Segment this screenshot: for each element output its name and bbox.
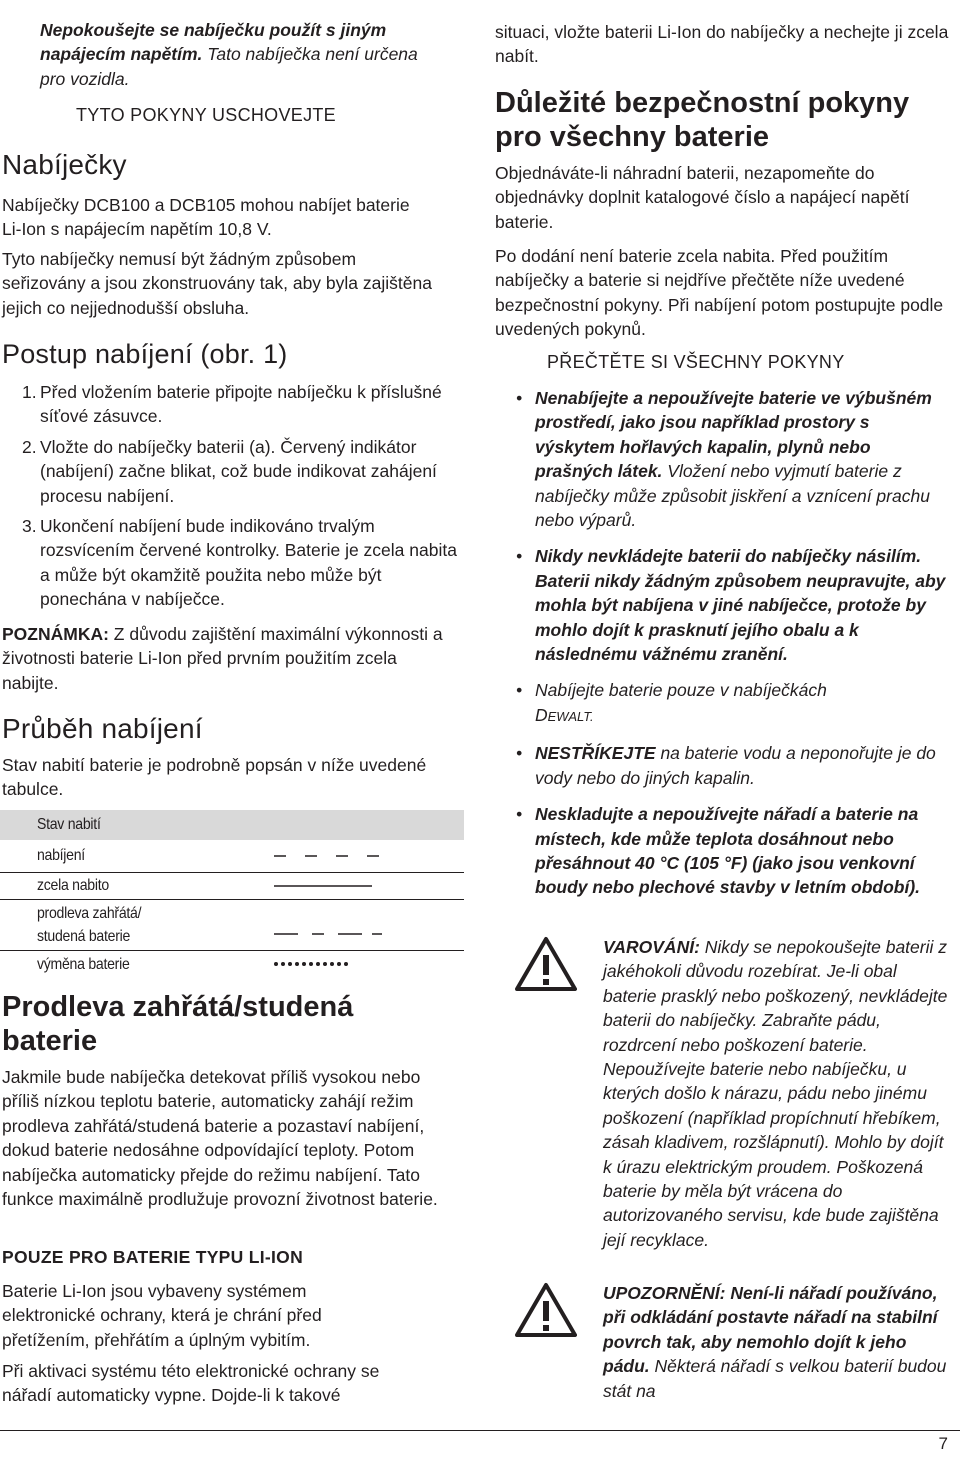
warning-label: VAROVÁNÍ: [603, 937, 700, 957]
chargers-paragraph-1: Nabíječky DCB100 a DCB105 mohou nabíjet baterie Li-Ion s napájecím napětím 10,8 V. [2, 195, 410, 240]
chargers-heading: Nabíječky [2, 149, 127, 180]
liion-paragraph-1: Baterie Li-Ion jsou vybaveny systémem elektronické ochrany, která je chrání před přetížením, přehřátím a úplným vybitím. [2, 1281, 322, 1350]
bullet-text: Vložení nebo vyjmutí baterie z nabíječky může způsobit jiskření a vznícení prachu nebo výparů. [535, 461, 930, 531]
charge-status-table [0, 810, 464, 977]
safety-bullet-list [495, 386, 950, 900]
step-number: 2. [22, 436, 37, 457]
warning-text: Nikdy se nepokoušejte baterii z jakéhokoli důvodu rozebírat. Je-li obal baterie prasklý nebo poškozený, nevkládejte baterii do nabíječky. Zabraňte pádu, rozdrcení nebo poškození baterie. Nepoužívejte baterie nebo nabíječku, u kterých došlo k nárazu, pádu nebo jinému poškození (například propíchnutí hřebíkem, zásah kladivem, rozšlápnutí). Mohlo by dojít k úrazu elektrickým proudem. Poškozená baterie by měla být vrácena do autorizovaného servisu, kde bude zajištěna její recyklace. [603, 937, 948, 1250]
row-label: zcela nabito [36, 877, 109, 894]
bullet-text: na baterie vodu a neponořujte je do vody nebo do jiných kapalin. [535, 743, 936, 788]
safety-heading: Důležité bezpečnostní pokyny pro všechny baterie [495, 87, 910, 153]
table-row [0, 951, 464, 977]
bullet-bold-text: Nikdy nevkládejte baterii do nabíječky násilím. Baterii nikdy žádným způsobem neupravujte, aby mohla být nabíjena v jiné nabíječce, protože by mohlo dojít k prasknutí jejího obalu a k následnému vážnému zranění. [535, 546, 946, 665]
liion-heading: POUZE PRO BATERIE TYPU LI-ION [2, 1247, 304, 1267]
liion-paragraph-2: Při aktivaci systému této elektronické ochrany se nářadí automaticky vypne. Dojde-li k takové [2, 1361, 380, 1406]
bullet-bold-text: NESTŘÍKEJTE [535, 743, 656, 764]
list-item [495, 802, 950, 900]
caution-paragraph [603, 1281, 955, 1403]
hot-cold-delay-heading: Prodleva zahřátá/studená baterie [2, 991, 354, 1057]
row-label: výměna baterie [36, 956, 130, 973]
step-item [0, 514, 460, 612]
hot-cold-delay-indicator-pattern [270, 926, 390, 942]
intro-paragraph [40, 18, 440, 91]
list-item [495, 678, 950, 729]
row-label: nabíjení [36, 847, 85, 864]
progress-paragraph: Stav nabití baterie je podrobně popsán v níže uvedené tabulce. [2, 755, 427, 800]
full-indicator-pattern [270, 878, 390, 894]
hot-cold-delay-paragraph: Jakmile bude nabíječka detekovat příliš vysokou nebo příliš nízkou teplotu baterie, automaticky zahájí režim prodleva zahřátá/studená baterie a pozastaví nabíjení, dokud baterie nedosáhne odpovídající teploty. Potom nabíječka automaticky přejde do režimu nabíjení. Tato funkce maximálně prodlužuje provozní životnost baterie. [2, 1067, 438, 1210]
step-text: Před vložením baterie připojte nabíječku k příslušné síťové zásuvce. [40, 382, 442, 427]
step-item [0, 435, 460, 508]
procedure-steps [0, 380, 460, 612]
bullet-icon: • [516, 546, 523, 567]
row-label-line-1: prodleva zahřátá/ [36, 905, 142, 922]
list-item [495, 741, 950, 790]
footer-rule [0, 1430, 960, 1431]
intro-bold: Nepokoušejte se nabíječku použít s jiným napájecím napětím. [40, 20, 387, 65]
chargers-paragraph-2: Tyto nabíječky nemusí být žádným způsobem seřizovány a jsou zkonstruovány tak, aby byla zajištěna jejich co nejjednodušší obsluha. [2, 249, 432, 318]
progress-heading: Průběh nabíjení [2, 713, 203, 744]
replace-battery-indicator-pattern [272, 957, 352, 971]
note-paragraph [2, 622, 457, 695]
step-text: Ukončení nabíjení bude indikováno trvalým rozsvícením červené kontrolky. Baterie je zcela nabita a může být okamžitě použita nebo může být ponechána v nabíječce. [40, 516, 457, 610]
list-item [495, 544, 950, 666]
safety-paragraph-2: Po dodání není baterie zcela nabita. Před použitím nabíječky a baterie si nejdříve přečtěte níže uvedené bezpečnostní pokyny. Při nabíjení potom postupujte podle uvedených pokynů. [495, 246, 944, 340]
read-all-heading: PŘEČTĚTE SI VŠECHNY POKYNY [547, 352, 845, 372]
list-item [495, 386, 950, 532]
brand-rest: EWALT. [547, 708, 594, 724]
step-number: 3. [22, 516, 37, 537]
safety-paragraph-1: Objednáváte-li náhradní baterii, nezapomeňte do objednávky doplnit katalogové číslo a napájecí napětí baterie. [495, 163, 910, 232]
intro-rest: Tato nabíječka není určena pro vozidla. [40, 44, 418, 89]
note-text: Z důvodu zajištění maximální výkonnosti a životnosti baterie Li-Ion před prvním použitím zcela nabijte. [2, 624, 443, 693]
caution-icon [515, 1282, 577, 1338]
step-item [0, 380, 460, 429]
step-text: Vložte do nabíječky baterii (a). Červený indikátor (nabíjení) začne blikat, což bude indikovat zahájení procesu nabíjení. [40, 436, 437, 506]
keep-instructions-heading: TYTO POKYNY USCHOVEJTE [76, 105, 336, 125]
caution-bold: UPOZORNĚNÍ: Není-li nářadí používáno, při odkládání postavte nářadí na stabilní povrch tak, aby nemohlo dojít k jeho pádu. [603, 1283, 938, 1377]
row-label-line-2: studená baterie [36, 928, 131, 945]
bullet-bold-text: Nenabíjejte a nepoužívejte baterie ve výbušném prostředí, jako jsou například prostory s výskytem hořlavých kapalin, plynů nebo prašných látek. [535, 388, 932, 482]
bullet-icon: • [516, 743, 523, 764]
warning-icon [515, 936, 577, 992]
note-label: POZNÁMKA: [2, 624, 109, 644]
continued-paragraph: situaci, vložte baterii Li-Ion do nabíječky a nechejte ji zcela nabít. [495, 22, 949, 67]
caution-rest: Některá nářadí s velkou baterií budou stát na [603, 1356, 947, 1401]
table-row [0, 900, 464, 951]
table-header-label: Stav nabití [36, 816, 101, 833]
bullet-icon: • [516, 388, 523, 408]
bullet-icon: • [516, 680, 523, 701]
charging-indicator-pattern [270, 848, 390, 864]
bullet-text: Nabíjejte baterie pouze v nabíječkách [535, 680, 827, 701]
bullet-icon: • [516, 804, 523, 825]
bullet-bold-text: Neskladujte a nepoužívejte nářadí a baterie na místech, kde může teplota dosáhnout nebo přesáhnout 40 °C (105 °F) (jako jsou venkovní boudy nebo plechové stavby v letním období). [535, 804, 921, 898]
warning-paragraph [603, 935, 955, 1252]
step-number: 1. [22, 382, 37, 402]
brand-d: D [535, 704, 548, 725]
page-number: 7 [938, 1434, 948, 1453]
table-row [0, 840, 464, 873]
table-row [0, 873, 464, 900]
procedure-heading: Postup nabíjení (obr. 1) [2, 339, 288, 369]
table-header [0, 810, 464, 840]
